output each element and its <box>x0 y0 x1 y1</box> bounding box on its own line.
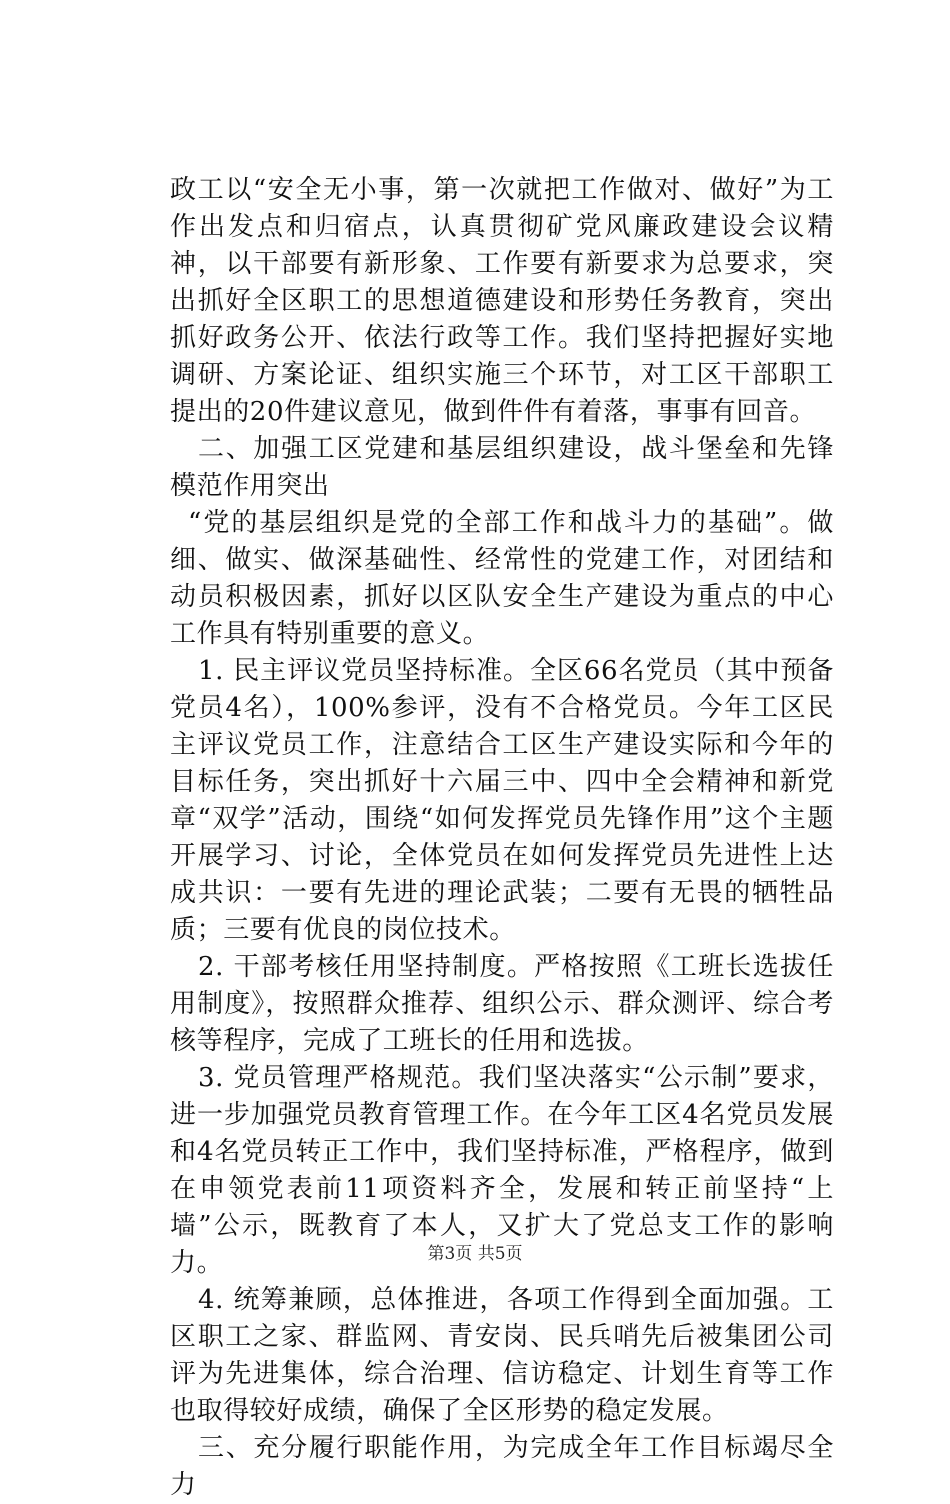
page-number-footer: 第3页 共5页 <box>427 1244 523 1264</box>
list-item-4-overall-progress: 4. 统筹兼顾，总体推进，各项工作得到全面加强。工区职工之家、群监网、青安岗、民兵哨先后被集团公司评为先进集体，综合治理、信访稳定、计划生育等工作也取得较好成绩，确保了全区形势的稳定发展。 <box>170 1285 834 1426</box>
list-item-3-member-management: 3. 党员管理严格规范。我们坚决落实“公示制”要求，进一步加强党员教育管理工作。在今年工区4名党员发展和4名党员转正工作中，我们坚持标准，严格程序，做到在申领党表前11项资料齐全，发展和转正前坚持“上墙”公示，既教育了本人，又扩大了党总支工作的影响力。 <box>170 1063 834 1278</box>
list-item-1-member-review: 1. 民主评议党员坚持标准。全区66名党员（其中预备党员4名），100%参评，没有不合格党员。今年工区民主评议党员工作，注意结合工区生产建设实际和今年的目标任务，突出抓好十六届三中、四中全会精神和新党章“双学”活动，围绕“如何发挥党员先锋作用”这个主题开展学习、讨论，全体党员在如何发挥党员先进性上达成共识：一要有先进的理论武装；二要有无畏的牺牲品质；三要有优良的岗位技术。 <box>170 656 834 945</box>
document-body <box>170 172 834 1504</box>
section-heading-2: 二、加强工区党建和基层组织建设，战斗堡垒和先锋模范作用突出 <box>170 434 834 501</box>
paragraph-political-work: 政工以“安全无小事，第一次就把工作做对、做好”为工作出发点和归宿点，认真贯彻矿党风廉政建设会议精神，以干部要有新形象、工作要有新要求为总要求，突出抓好全区职工的思想道德建设和形势任务教育，突出抓好政务公开、依法行政等工作。我们坚持把握好实地调研、方案论证、组织实施三个环节，对工区干部职工提出的20件建议意见，做到件件有着落，事事有回音。 <box>170 175 834 427</box>
section-heading-3: 三、充分履行职能作用，为完成全年工作目标竭尽全力 <box>170 1433 834 1500</box>
list-item-2-cadre-appointment: 2. 干部考核任用坚持制度。严格按照《工班长选拔任用制度》，按照群众推荐、组织公示、群众测评、综合考核等程序，完成了工班长的任用和选拔。 <box>170 952 834 1056</box>
paragraph-party-basis: “党的基层组织是党的全部工作和战斗力的基础”。做细、做实、做深基础性、经常性的党建工作，对团结和动员积极因素，抓好以区队安全生产建设为重点的中心工作具有特别重要的意义。 <box>170 508 835 649</box>
